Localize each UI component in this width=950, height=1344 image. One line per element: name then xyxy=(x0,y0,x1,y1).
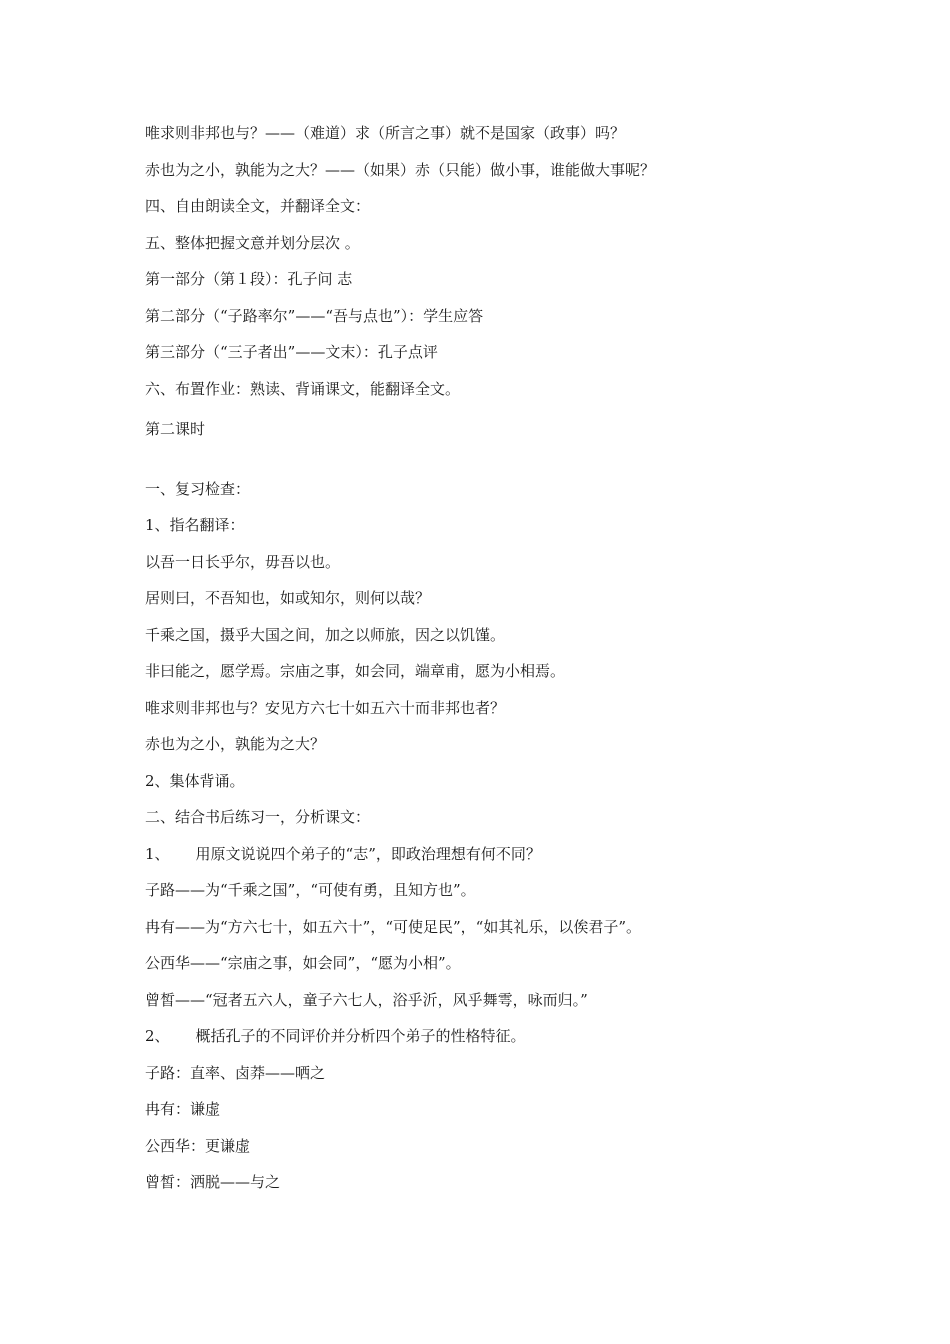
text-line: 冉有：谦虚 xyxy=(145,1100,221,1118)
text-line: 唯求则非邦也与？——（难道）求（所言之事）就不是国家（政事）吗？ xyxy=(145,124,626,142)
text-line: 唯求则非邦也与？安见方六七十如五六十而非邦也者？ xyxy=(145,698,506,717)
text-line: 曾皙——“冠者五六人，童子六七人，浴乎沂，风乎舞雩，咏而归。” xyxy=(145,990,588,1009)
question-1 xyxy=(145,845,845,863)
text-line: 赤也为之小，孰能为之大？ xyxy=(145,735,326,753)
text-line: 第三部分（“三子者出”——文末）：孔子点评 xyxy=(145,343,438,361)
text-line: 曾皙：洒脱——与之 xyxy=(145,1173,281,1191)
text-line: 冉有——为“方六七十，如五六十”，“可使足民”，“如其礼乐，以俟君子”。 xyxy=(145,917,642,936)
question-2 xyxy=(145,1027,845,1045)
text-line: 1、指名翻译： xyxy=(145,516,245,534)
text-line: 以吾一日长乎尔，毋吾以也。 xyxy=(145,552,341,571)
document-body xyxy=(145,124,845,1210)
text-line: 居则曰，不吾知也，如或知尔，则何以哉？ xyxy=(145,589,431,607)
text-line: 一、复习检查： xyxy=(145,479,251,498)
text-line: 五、整体把握文意并划分层次 。 xyxy=(145,233,360,252)
text-line: 公西华：更谦虚 xyxy=(145,1136,251,1155)
text-line: 四、自由朗读全文，并翻译全文： xyxy=(145,197,371,215)
text-line: 二、结合书后练习一，分析课文： xyxy=(145,808,371,826)
text-line: 子路：直率、卤莽——哂之 xyxy=(145,1063,326,1082)
question-number: 1、 xyxy=(145,844,170,863)
question-text: 概括孔子的不同评价并分析四个弟子的性格特征。 xyxy=(195,1027,526,1045)
question-text: 用原文说说四个弟子的“志”，即政治理想有何不同？ xyxy=(195,844,541,863)
text-line: 六、布置作业：熟读、背诵课文，能翻译全文。 xyxy=(145,379,461,398)
text-line: 子路——为“千乘之国”，“可使有勇，且知方也”。 xyxy=(145,881,476,899)
text-line: 千乘之国，摄乎大国之间，加之以师旅，因之以饥馑。 xyxy=(145,625,506,644)
text-line: 公西华——“宗庙之事，如会同”，“愿为小相”。 xyxy=(145,954,461,972)
text-line: 2、集体背诵。 xyxy=(145,771,245,790)
text-line: 第一部分（第１段）：孔子问 志 xyxy=(145,270,353,288)
section-title: 第二课时 xyxy=(145,419,206,438)
question-number: 2、 xyxy=(145,1027,170,1045)
text-line: 第二部分（“子路率尔”——“吾与点也”）：学生应答 xyxy=(145,306,484,325)
text-line: 非曰能之，愿学焉。宗庙之事，如会同，端章甫，愿为小相焉。 xyxy=(145,662,566,680)
text-line: 赤也为之小，孰能为之大？——（如果）赤（只能）做小事，谁能做大事呢？ xyxy=(145,160,656,179)
